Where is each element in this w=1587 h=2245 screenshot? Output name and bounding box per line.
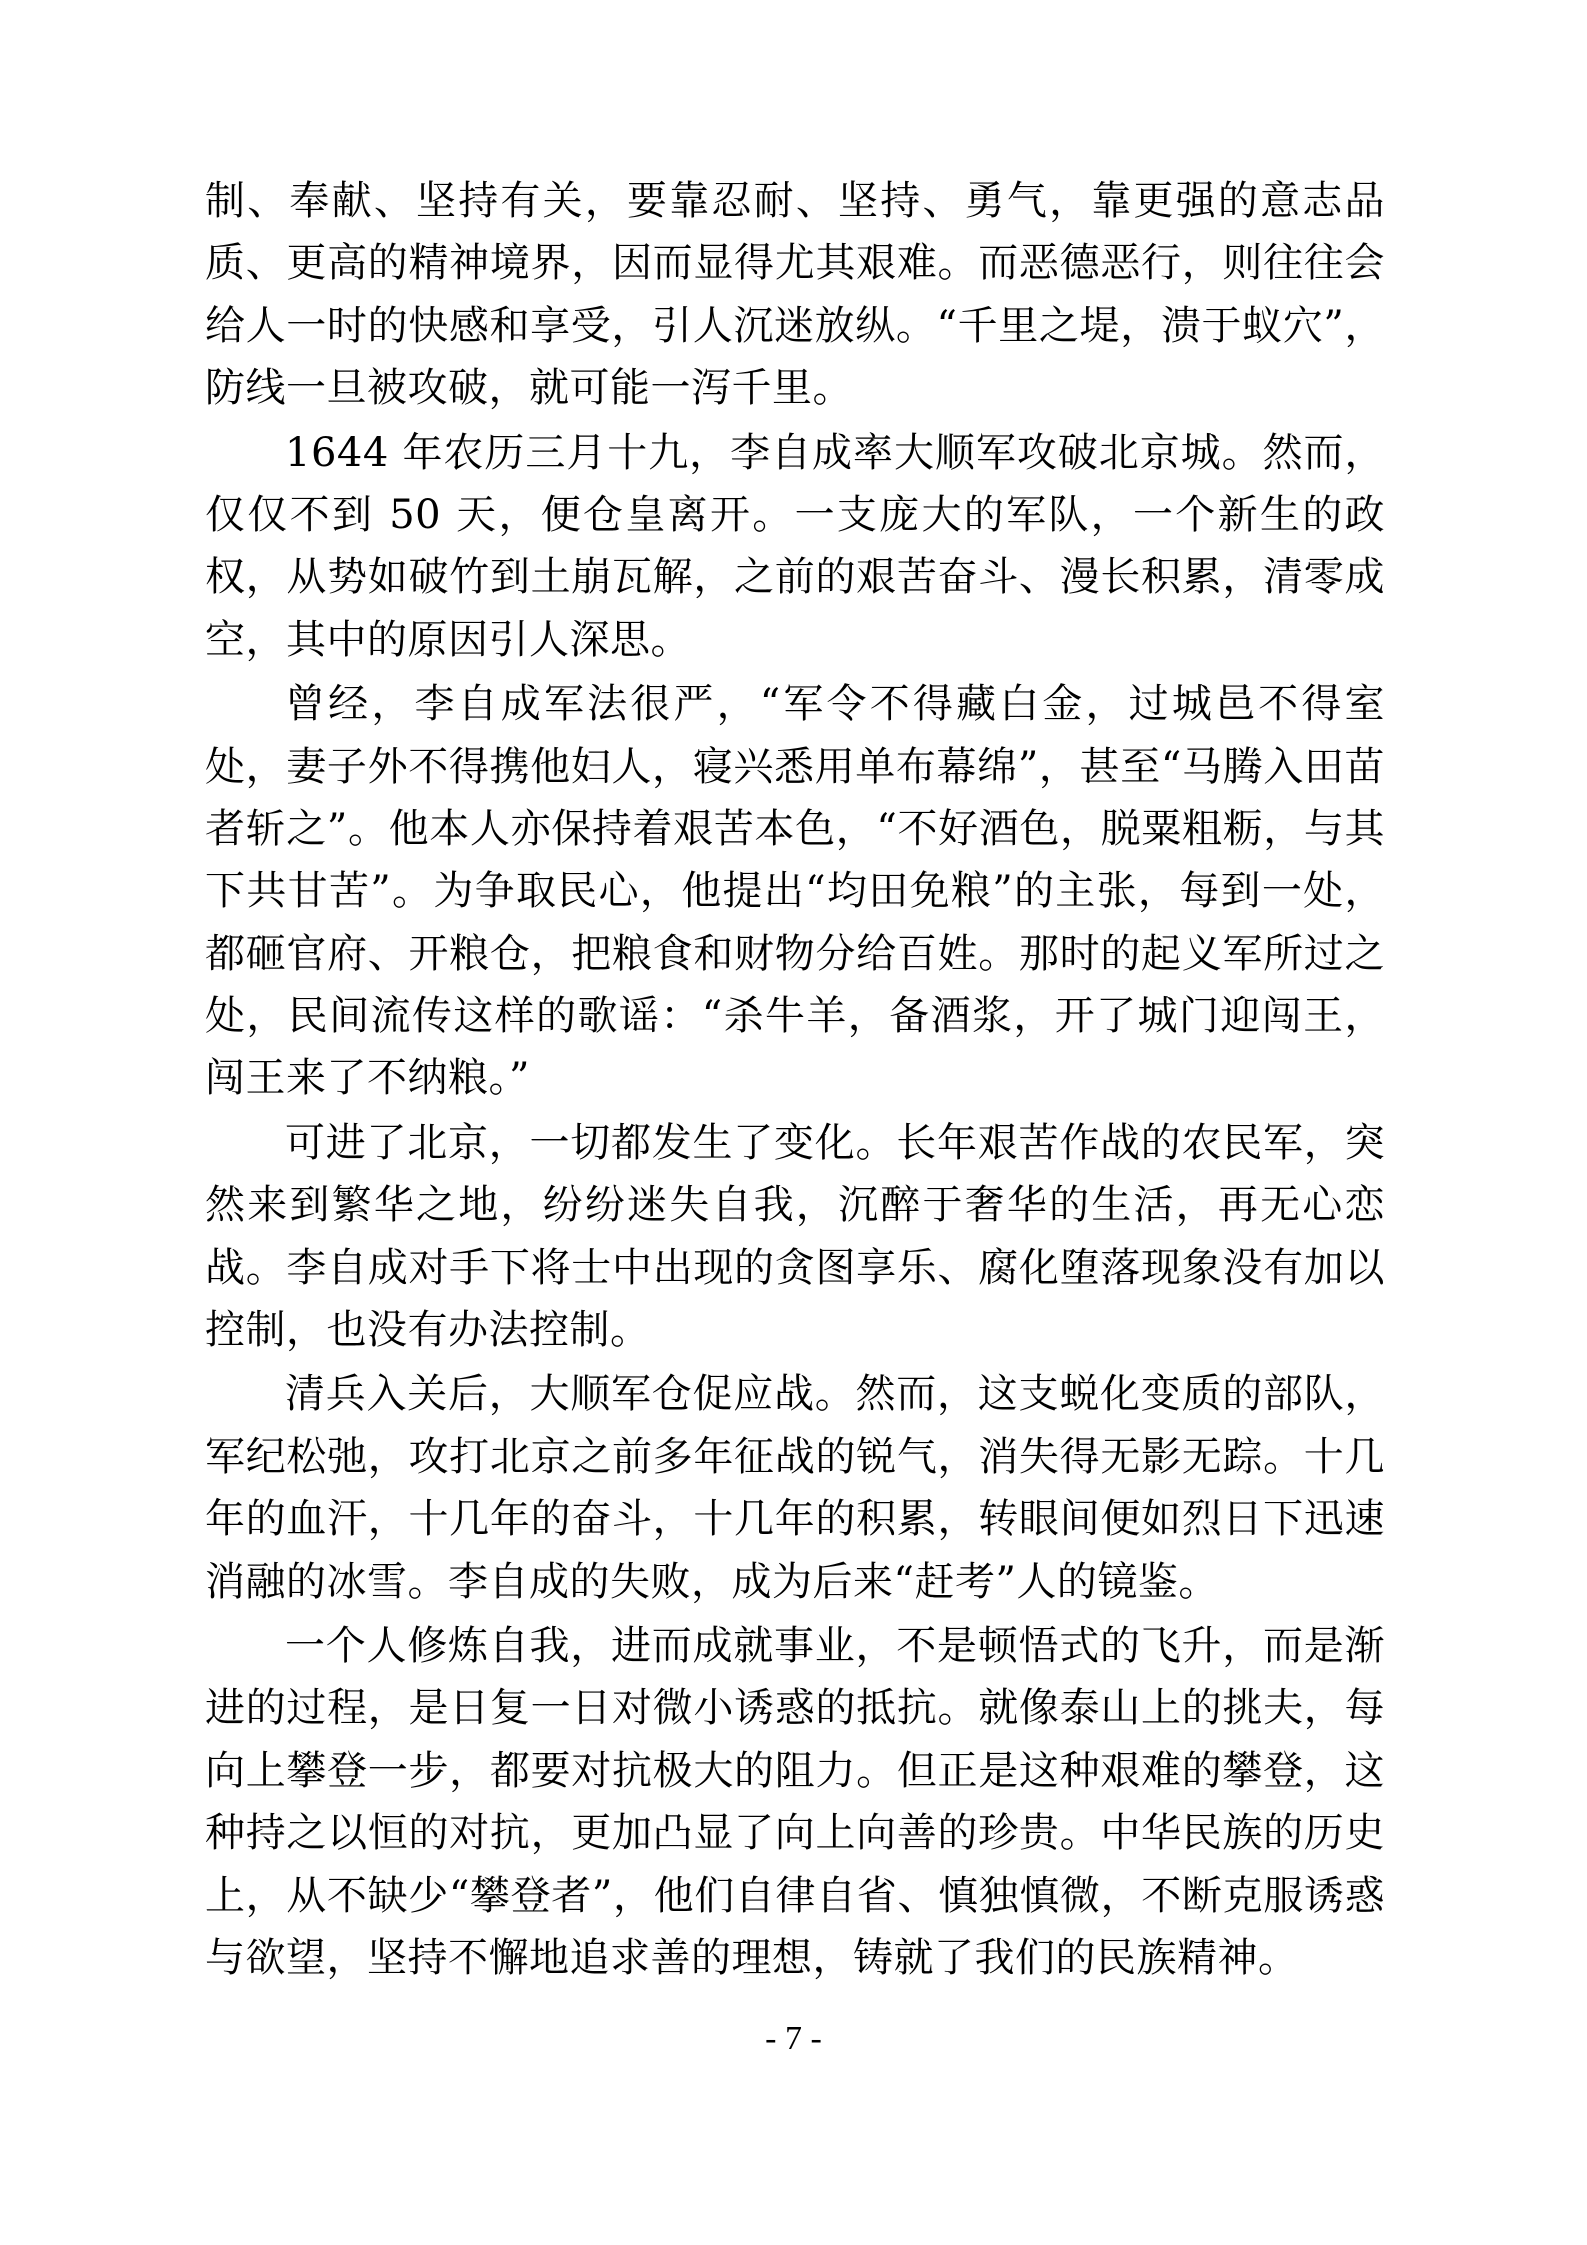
paragraph-4: 可进了北京，一切都发生了变化。长年艰苦作战的农民军，突然来到繁华之地，纷纷迷失自我，沉醉于奢华的生活，再无心恋战。李自成对手下将士中出现的贪图享乐、腐化堕落现象没有加以控制，也没有办法控制。: [205, 1119, 1385, 1354]
paragraph-6: 一个人修炼自我，进而成就事业，不是顿悟式的飞升，而是渐进的过程，是日复一日对微小诱惑的抵抗。就像泰山上的挑夫，每向上攀登一步，都要对抗极大的阻力。但正是这种艰难的攀登，这种持之以恒的对抗，更加凸显了向上向善的珍贵。中华民族的历史上，从不缺少“攀登者”，他们自律自省、慎独慎微，不断克服诱惑与欲望，坚持不懈地追求善的理想，铸就了我们的民族精神。: [205, 1622, 1385, 1981]
paragraph-3: 曾经，李自成军法很严，“军令不得藏白金，过城邑不得室处，妻子外不得携他妇人，寝兴悉用单布幕绵”，甚至“马腾入田苗者斩之”。他本人亦保持着艰苦本色，“不好酒色，脱粟粗粝，与其下共甘苦”。为争取民心，他提出“均田免粮”的主张，每到一处，都砸官府、开粮仓，把粮食和财物分给百姓。那时的起义军所过之处，民间流传这样的歌谣：“杀牛羊，备酒浆，开了城门迎闯王，闯王来了不纳粮。”: [205, 681, 1385, 1102]
page-number: - 7 -: [765, 2020, 822, 2057]
paragraph-2: 1644 年农历三月十九，李自成率大顺军攻破北京城。然而，仅仅不到 50 天，便仓皇离开。一支庞大的军队，一个新生的政权，从势如破竹到土崩瓦解，之前的艰苦奋斗、漫长积累，清零成空，其中的原因引人深思。: [205, 429, 1385, 663]
paragraph-1: 制、奉献、坚持有关，要靠忍耐、坚持、勇气，靠更强的意志品质、更高的精神境界，因而显得尤其艰难。而恶德恶行，则往往会给人一时的快感和享受，引人沉迷放纵。“千里之堤，溃于蚁穴”，防线一旦被攻破，就可能一泻千里。: [205, 178, 1385, 412]
paragraph-5: 清兵入关后，大顺军仓促应战。然而，这支蜕化变质的部队，军纪松弛，攻打北京之前多年征战的锐气，消失得无影无踪。十几年的血汗，十几年的奋斗，十几年的积累，转眼间便如烈日下迅速消融的冰雪。李自成的失败，成为后来“赶考”人的镜鉴。: [205, 1371, 1385, 1605]
page-body: [205, 170, 1385, 1991]
